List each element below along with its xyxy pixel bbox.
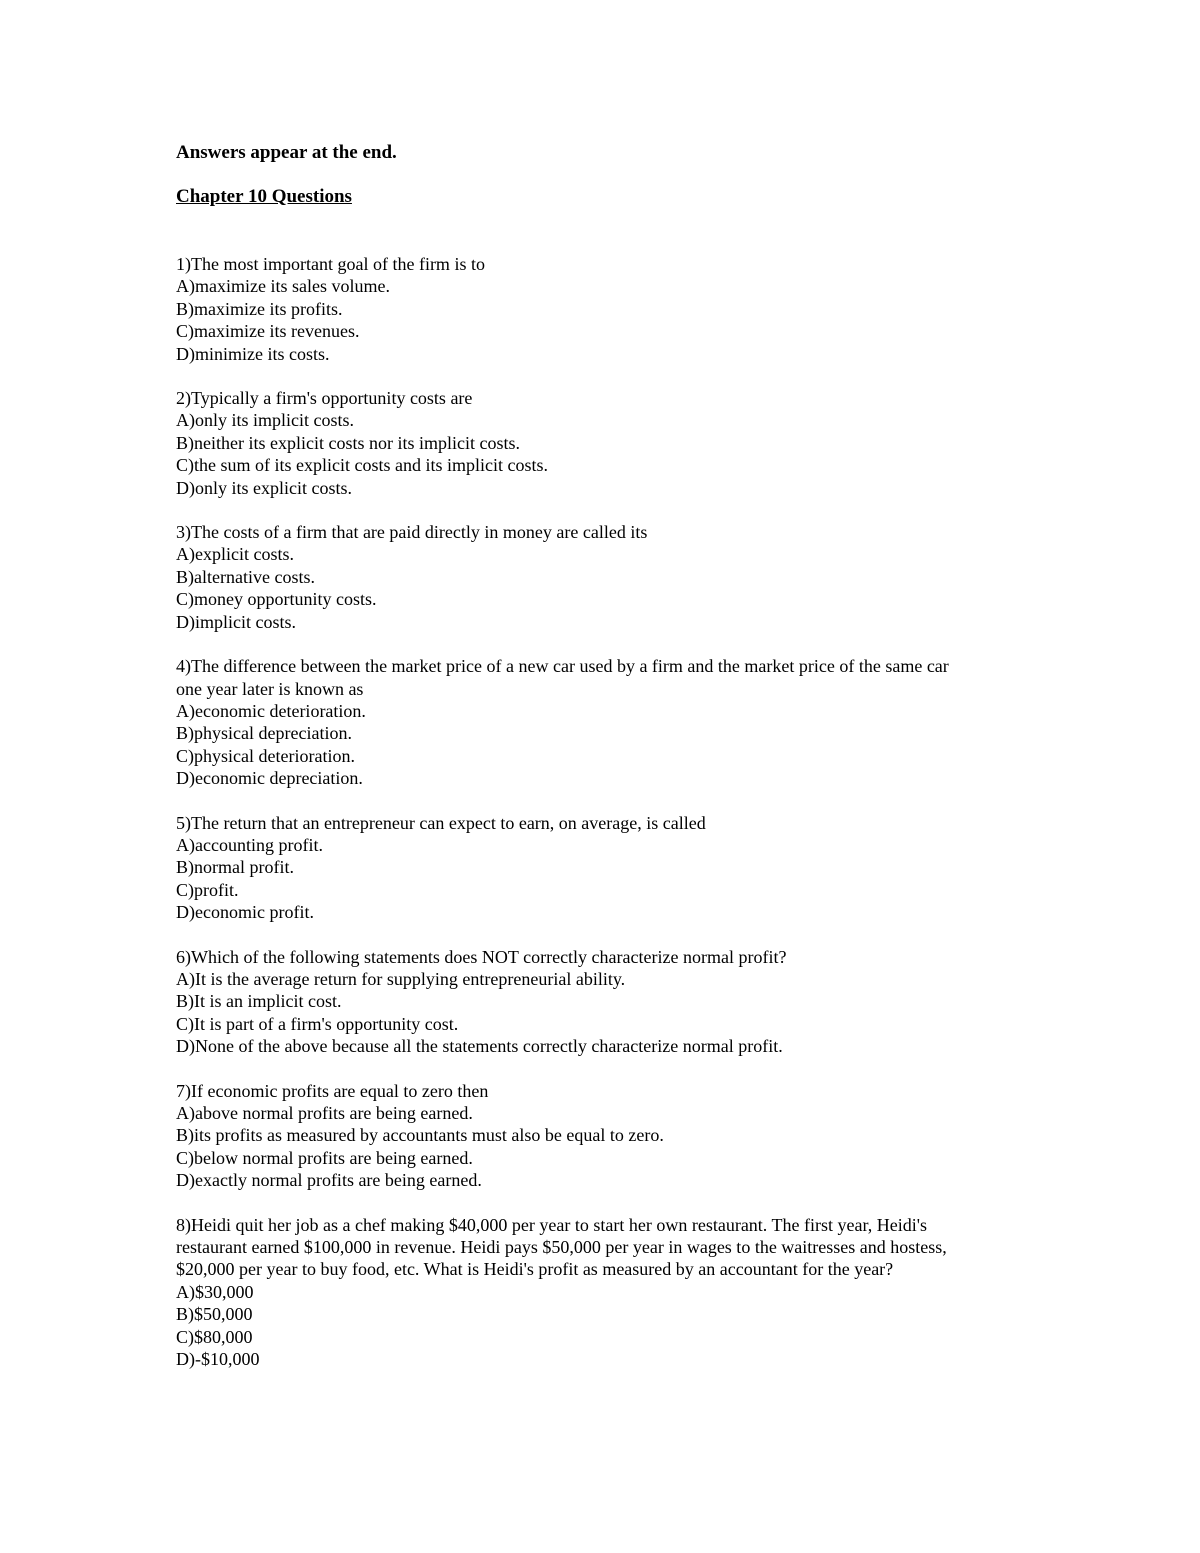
answer-option-b: B)physical depreciation. [176, 723, 352, 744]
answer-option-d: D)None of the above because all the statements correctly characterize normal profit. [176, 1036, 783, 1057]
chapter-title: Chapter 10 Questions [176, 186, 352, 207]
answer-option-d: D)-$10,000 [176, 1349, 260, 1370]
answer-option-a: A)It is the average return for supplying entrepreneurial ability. [176, 968, 626, 989]
answer-option-c: C)below normal profits are being earned. [176, 1147, 473, 1168]
intro-note: Answers appear at the end. [176, 142, 397, 163]
question-stem: 3)The costs of a firm that are paid directly in money are called its [176, 522, 648, 543]
question-6 [176, 946, 1036, 1058]
question-stem: 7)If economic profits are equal to zero then [176, 1080, 489, 1101]
question-stem-continued: $20,000 per year to buy food, etc. What is Heidi's profit as measured by an accountant for the year? [176, 1259, 894, 1280]
answer-option-a: A)accounting profit. [176, 834, 323, 855]
answer-option-b: B)normal profit. [176, 857, 294, 878]
answer-option-c: C)It is part of a firm's opportunity cost. [176, 1013, 459, 1034]
question-stem: 6)Which of the following statements does NOT correctly characterize normal profit? [176, 946, 787, 967]
question-stem: 4)The difference between the market price of a new car used by a firm and the market price of the same car [176, 656, 949, 677]
question-stem: 2)Typically a firm's opportunity costs are [176, 388, 473, 409]
answer-option-a: A)$30,000 [176, 1281, 254, 1302]
question-stem: 5)The return that an entrepreneur can expect to earn, on average, is called [176, 812, 706, 833]
answer-option-a: A)maximize its sales volume. [176, 276, 390, 297]
question-2 [176, 387, 1036, 499]
answer-option-c: C)the sum of its explicit costs and its implicit costs. [176, 455, 548, 476]
answer-option-d: D)exactly normal profits are being earned. [176, 1170, 482, 1191]
question-stem-continued: restaurant earned $100,000 in revenue. Heidi pays $50,000 per year in wages to the waitresses and hostess, [176, 1237, 947, 1258]
answer-option-a: A)only its implicit costs. [176, 410, 354, 431]
question-8 [176, 1214, 1036, 1371]
question-stem: 8)Heidi quit her job as a chef making $40,000 per year to start her own restaurant. The first year, Heidi's [176, 1214, 927, 1235]
question-7 [176, 1080, 1036, 1192]
answer-option-a: A)economic deterioration. [176, 700, 366, 721]
question-3 [176, 521, 1036, 633]
answer-option-c: C)$80,000 [176, 1326, 253, 1347]
answer-option-b: B)maximize its profits. [176, 298, 343, 319]
question-stem: 1)The most important goal of the firm is to [176, 254, 485, 274]
answer-option-d: D)minimize its costs. [176, 343, 330, 364]
answer-option-a: A)explicit costs. [176, 544, 294, 565]
answer-option-d: D)economic profit. [176, 902, 314, 923]
answer-option-c: C)physical deterioration. [176, 745, 355, 766]
answer-option-c: C)money opportunity costs. [176, 589, 377, 610]
question-1 [176, 253, 1036, 365]
answer-option-c: C)maximize its revenues. [176, 321, 360, 342]
answer-option-d: D)only its explicit costs. [176, 477, 352, 498]
answer-option-b: B)its profits as measured by accountants must also be equal to zero. [176, 1125, 664, 1146]
question-list [176, 253, 1036, 1370]
answer-option-b: B)$50,000 [176, 1304, 253, 1325]
document-page [176, 140, 1036, 1392]
answer-option-a: A)above normal profits are being earned. [176, 1103, 473, 1123]
answer-option-b: B)alternative costs. [176, 566, 315, 587]
answer-option-b: B)neither its explicit costs nor its implicit costs. [176, 432, 520, 453]
question-5 [176, 812, 1036, 924]
question-4 [176, 655, 1036, 789]
question-stem-continued: one year later is known as [176, 678, 364, 699]
answer-option-c: C)profit. [176, 879, 239, 900]
answer-option-d: D)economic depreciation. [176, 768, 363, 789]
answer-option-d: D)implicit costs. [176, 611, 296, 632]
answer-option-b: B)It is an implicit cost. [176, 991, 342, 1012]
